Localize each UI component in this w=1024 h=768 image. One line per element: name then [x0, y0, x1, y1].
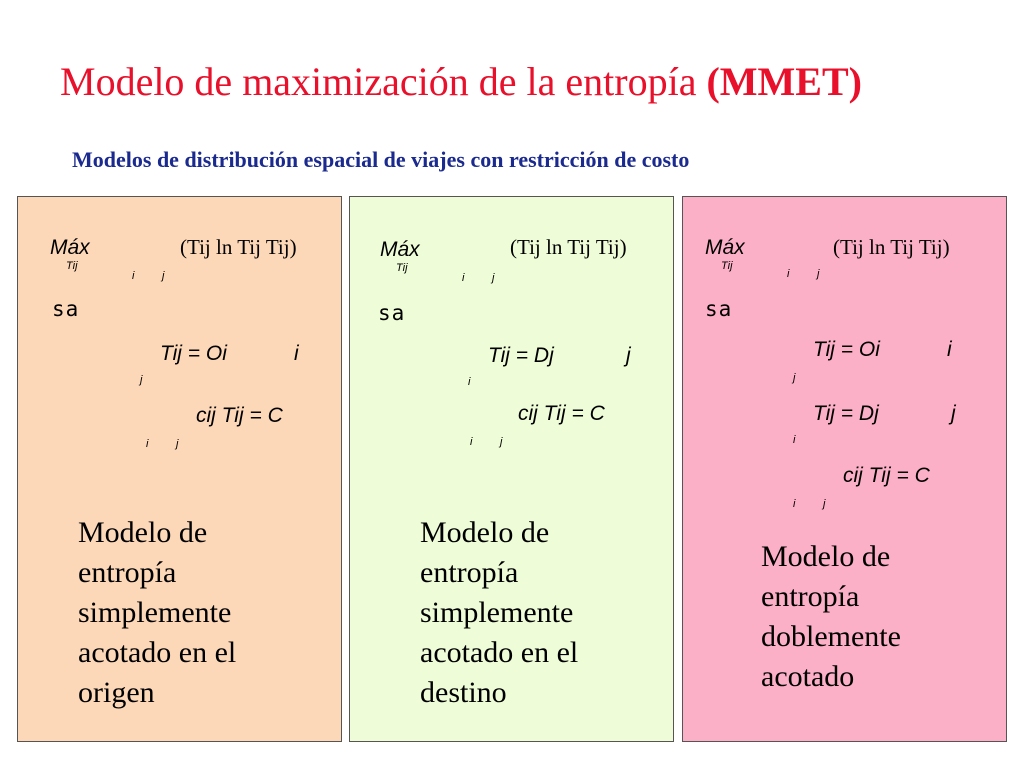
description-line: entropía [420, 556, 519, 589]
panel-description [761, 537, 901, 697]
description-line: entropía [78, 556, 177, 589]
description-line: simplemente [78, 596, 232, 629]
sum-index-i: i [787, 268, 790, 280]
objective-expression: (Tij ln Tij Tij) [180, 235, 297, 259]
panel-doubly-constrained [682, 196, 1007, 742]
page-title [60, 58, 1000, 106]
description-line: origen [78, 676, 155, 709]
panel-destination-constrained [349, 196, 674, 742]
constraint-destination-sum-index: i [468, 376, 471, 388]
constraint-origin-forall: i [294, 342, 299, 365]
description-line: doblemente [761, 620, 901, 653]
constraint-destination-forall: j [626, 344, 631, 367]
constraint-cost-index-j: j [176, 438, 179, 450]
sum-index-j: j [817, 268, 820, 280]
description-line: destino [420, 676, 507, 709]
max-variable: Tij [66, 260, 78, 272]
subject-to-label: sa [52, 297, 80, 321]
panel-description [78, 513, 236, 713]
max-label: Máx [380, 238, 420, 261]
constraint-cost-index-i: i [793, 498, 796, 510]
max-label: Máx [50, 236, 90, 259]
constraint-origin-expr: Tij = Oi [813, 338, 880, 361]
subject-to-label: sa [705, 297, 733, 321]
panel-origin-constrained [17, 196, 342, 742]
constraint-cost-index-j: j [823, 498, 826, 510]
description-line: Modelo de [78, 516, 208, 549]
description-line: entropía [761, 580, 860, 613]
constraint-destination-expr: Tij = Dj [488, 344, 554, 367]
constraint-origin-forall: i [947, 338, 952, 361]
sum-index-j: j [162, 270, 165, 282]
constraint-cost-index-i: i [146, 438, 149, 450]
sum-index-j: j [492, 272, 495, 284]
description-line: acotado en el [78, 636, 237, 669]
constraint-destination-expr: Tij = Dj [813, 402, 879, 425]
panel-description [420, 513, 578, 713]
description-line: Modelo de [420, 516, 550, 549]
subject-to-label: sa [378, 301, 406, 325]
constraint-origin-expr: Tij = Oi [160, 342, 227, 365]
objective-expression: (Tij ln Tij Tij) [833, 235, 950, 259]
constraint-origin-sum-index: j [140, 374, 143, 386]
max-variable: Tij [721, 260, 733, 272]
description-line: simplemente [420, 596, 574, 629]
constraint-cost-expr: cij Tij = C [843, 464, 930, 487]
max-variable: Tij [396, 262, 408, 274]
page-subtitle: Modelos de distribución espacial de viajes con restricción de costo [72, 147, 690, 172]
objective-expression: (Tij ln Tij Tij) [510, 235, 627, 259]
constraint-cost-expr: cij Tij = C [518, 402, 605, 425]
description-line: Modelo de [761, 540, 891, 573]
description-line: acotado [761, 660, 855, 693]
max-label: Máx [705, 236, 745, 259]
title-acronym: (MMET) [706, 59, 862, 104]
sum-index-i: i [462, 272, 465, 284]
constraint-origin-sum-index: j [793, 372, 796, 384]
constraint-cost-index-j: j [500, 436, 503, 448]
constraint-cost-index-i: i [470, 436, 473, 448]
constraint-destination-forall: j [951, 402, 956, 425]
description-line: acotado en el [420, 636, 579, 669]
sum-index-i: i [132, 270, 135, 282]
constraint-cost-expr: cij Tij = C [196, 404, 283, 427]
constraint-destination-sum-index: i [793, 434, 796, 446]
title-main: Modelo de maximización de la entropía [60, 59, 697, 104]
